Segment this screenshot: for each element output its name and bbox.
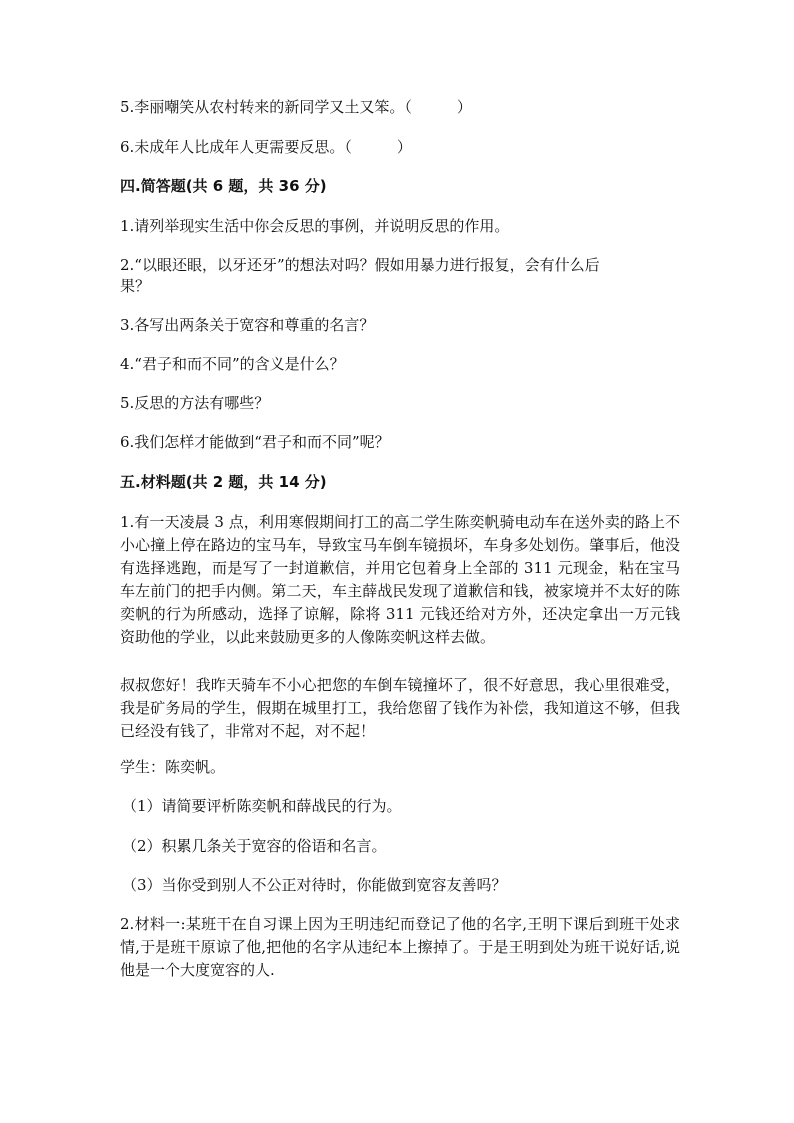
apology-letter-text: 叔叔您好！我昨天骑车不小心把您的车倒车镜撞坏了，很不好意思，我心里很难受，我是矿务局的学生，假期在城里打工，我给您留了钱作为补偿，我知道这不够，但我已经没有钱了，非常对不起，对不起！ [120,676,680,740]
judge-question-5: 5.李丽嘲笑从农村转来的新同学又土又笨。（ ） [120,98,472,116]
short-answer-question-3: 3.各写出两条关于宽容和尊重的名言？ [120,316,375,334]
section-4-title: 四.简答题(共 6 题，共 36 分) [120,177,327,195]
material-1-subquestion-2: （2）积累几条关于宽容的俗语和名言。 [122,837,387,855]
short-answer-question-4: 4.“君子和而不同”的含义是什么？ [120,355,345,373]
judge-question-6: 6.未成年人比成年人更需要反思。（ ） [120,138,412,156]
material-2-text: 2.材料一:某班干在自习课上因为王明违纪而登记了他的名字,王明下课后到班干处求情,于是班干原谅了他,把他的名字从违纪本上擦掉了。于是王明到处为班干说好话,说他是一个大度宽容的人. [120,915,680,979]
section-5-title: 五.材料题(共 2 题，共 14 分) [120,473,327,491]
material-1-subquestion-1: （1）请简要评析陈奕帆和薛战民的行为。 [122,797,402,815]
short-answer-question-1: 1.请列举现实生活中你会反思的事例，并说明反思的作用。 [120,217,510,235]
short-answer-question-6: 6.我们怎样才能做到“君子和而不同”呢？ [120,433,390,451]
short-answer-question-2-line-1: 2.“以眼还眼，以牙还牙”的想法对吗？假如用暴力进行报复，会有什么后 [120,256,600,274]
material-1-subquestion-3: （3）当你受到别人不公正对待时，你能做到宽容友善吗？ [122,876,507,894]
short-answer-question-2-line-2: 果？ [120,277,151,295]
letter-signature: 学生：陈奕帆。 [120,758,226,776]
material-1-text: 1.有一天凌晨 3 点，利用寒假期间打工的高二学生陈奕帆骑电动车在送外卖的路上不小心撞上停在路边的宝马车，导致宝马车倒车镜损坏，车身多处划伤。肇事后，他没有选择逃跑，而是写了一封道歉信，并用它包着身上全部的 311 元现金，粘在宝马车左前门的把手内侧。第二天，车主薛战民发现了道歉信和钱，被家境并不太好的陈奕帆的行为所感动，选择了谅解，除将 311 元钱还给对方外，还决定拿出一万元钱资助他的学业，以此来鼓励更多的人像陈奕帆这样去做。 [120,513,680,646]
short-answer-question-5: 5.反思的方法有哪些？ [120,394,270,412]
